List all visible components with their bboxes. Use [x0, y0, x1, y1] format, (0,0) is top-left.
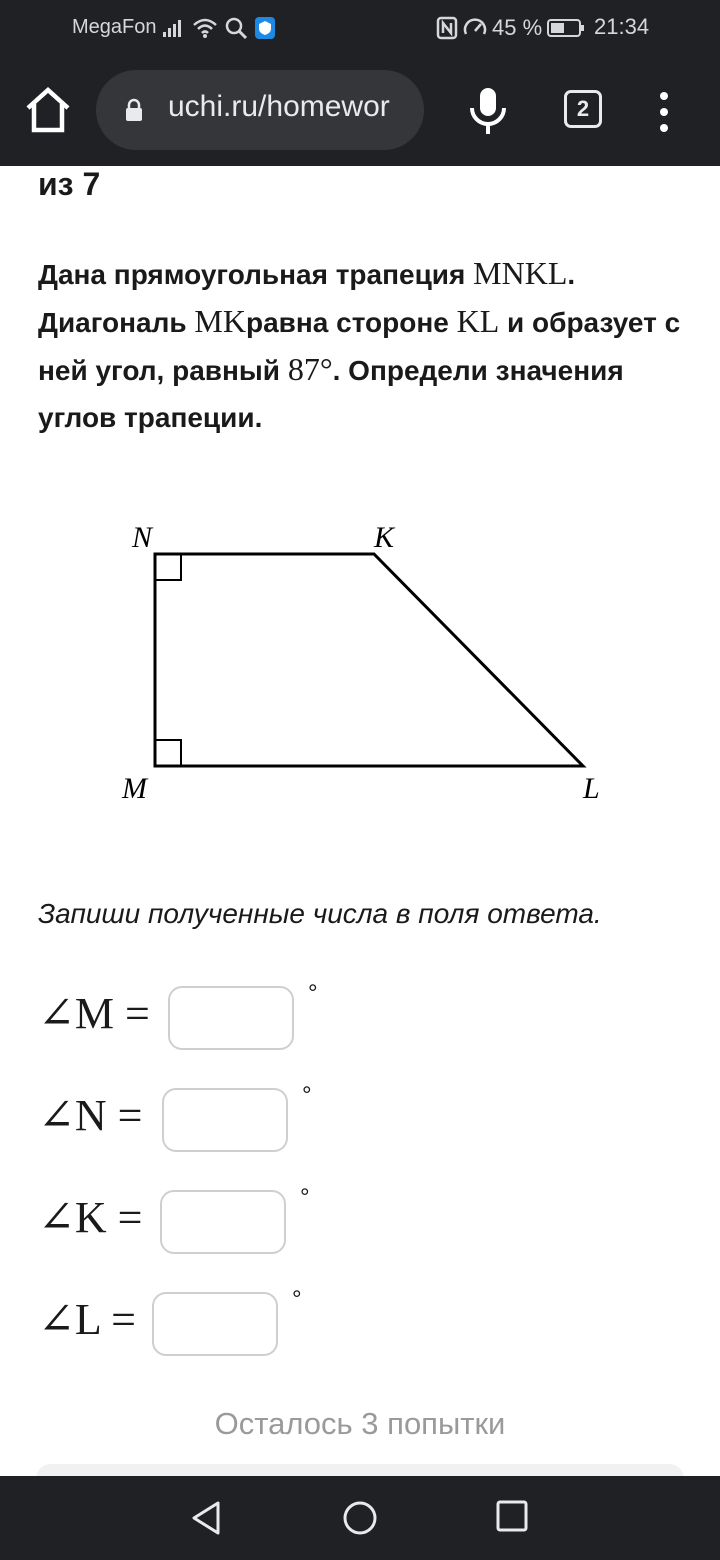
degree-symbol: °: [302, 1082, 312, 1109]
page-content: [0, 166, 720, 1476]
battery-percent: 45 %: [492, 15, 543, 40]
url-text: uchi.ru/homewor: [168, 90, 390, 123]
browser-toolbar: [0, 56, 720, 166]
degree-symbol: °: [292, 1286, 302, 1313]
problem-part: равна стороне: [245, 307, 457, 338]
answer-input-m[interactable]: [168, 986, 294, 1050]
answer-input-k[interactable]: [160, 1190, 286, 1254]
problem-part: Дана прямоугольная трапеция: [38, 259, 474, 290]
math-diagonal: MK: [194, 303, 246, 339]
task-counter: из 7: [38, 166, 101, 202]
answer-label: ∠K =: [38, 1193, 143, 1242]
home-icon[interactable]: [22, 84, 74, 136]
answer-label: ∠M =: [38, 989, 150, 1038]
answer-row-m: [38, 980, 338, 1050]
math-trapezoid: MNKL: [473, 255, 568, 291]
lock-icon: [124, 98, 144, 122]
degree-symbol: °: [308, 980, 318, 1007]
recents-icon[interactable]: [496, 1500, 528, 1532]
attempts-remaining: Осталось 3 попытки: [214, 1406, 506, 1441]
trapezoid-shape: [155, 554, 583, 766]
status-bar: [0, 0, 720, 56]
right-angle-mark-n: [155, 554, 181, 580]
answer-label: ∠N =: [38, 1091, 143, 1140]
answer-row-k: [38, 1184, 338, 1254]
answer-row-n: [38, 1082, 338, 1152]
answer-input-n[interactable]: [162, 1088, 288, 1152]
address-bar[interactable]: [96, 70, 424, 150]
answer-input-l[interactable]: [152, 1292, 278, 1356]
clock: 21:34: [594, 14, 650, 39]
carrier-name: MegaFon: [72, 16, 157, 38]
trapezoid-figure: [100, 510, 640, 810]
answer-label: ∠L =: [38, 1295, 136, 1344]
math-angle: 87°: [287, 351, 333, 387]
shield-icon: [254, 16, 276, 40]
battery-icon: [546, 17, 586, 39]
vertex-label-l: L: [583, 772, 600, 805]
speed-icon: [462, 16, 488, 40]
vertex-label-n: N: [132, 521, 153, 554]
math-side: KL: [456, 303, 500, 339]
answer-row-l: [38, 1286, 338, 1356]
problem-part: и образует с ней угол, равный: [38, 307, 681, 386]
degree-symbol: °: [300, 1184, 310, 1211]
microphone-icon[interactable]: [466, 86, 510, 136]
right-angle-mark-m: [155, 740, 181, 766]
status-icons-right: [436, 14, 586, 42]
problem-part: . Определи значения углов трапеции.: [38, 355, 624, 433]
submit-card-edge: [36, 1464, 684, 1476]
signal-icon: [162, 18, 186, 38]
nfc-icon: [436, 16, 458, 40]
instruction-text: Запиши полученные числа в поля ответа.: [38, 898, 602, 929]
more-vert-icon[interactable]: [652, 90, 676, 134]
search-icon: [224, 16, 248, 40]
status-icons-left: [162, 14, 276, 42]
back-icon[interactable]: [188, 1500, 224, 1536]
problem-part: . Диагональ: [38, 259, 576, 338]
vertex-label-k: K: [374, 521, 395, 554]
home-circle-icon[interactable]: [342, 1500, 378, 1536]
tab-switcher-button[interactable]: 2: [564, 90, 602, 128]
system-nav-bar: [0, 1476, 720, 1560]
vertex-label-m: M: [122, 772, 147, 805]
problem-text: [38, 250, 698, 441]
wifi-icon: [192, 17, 218, 39]
browser-chrome: [0, 0, 720, 166]
